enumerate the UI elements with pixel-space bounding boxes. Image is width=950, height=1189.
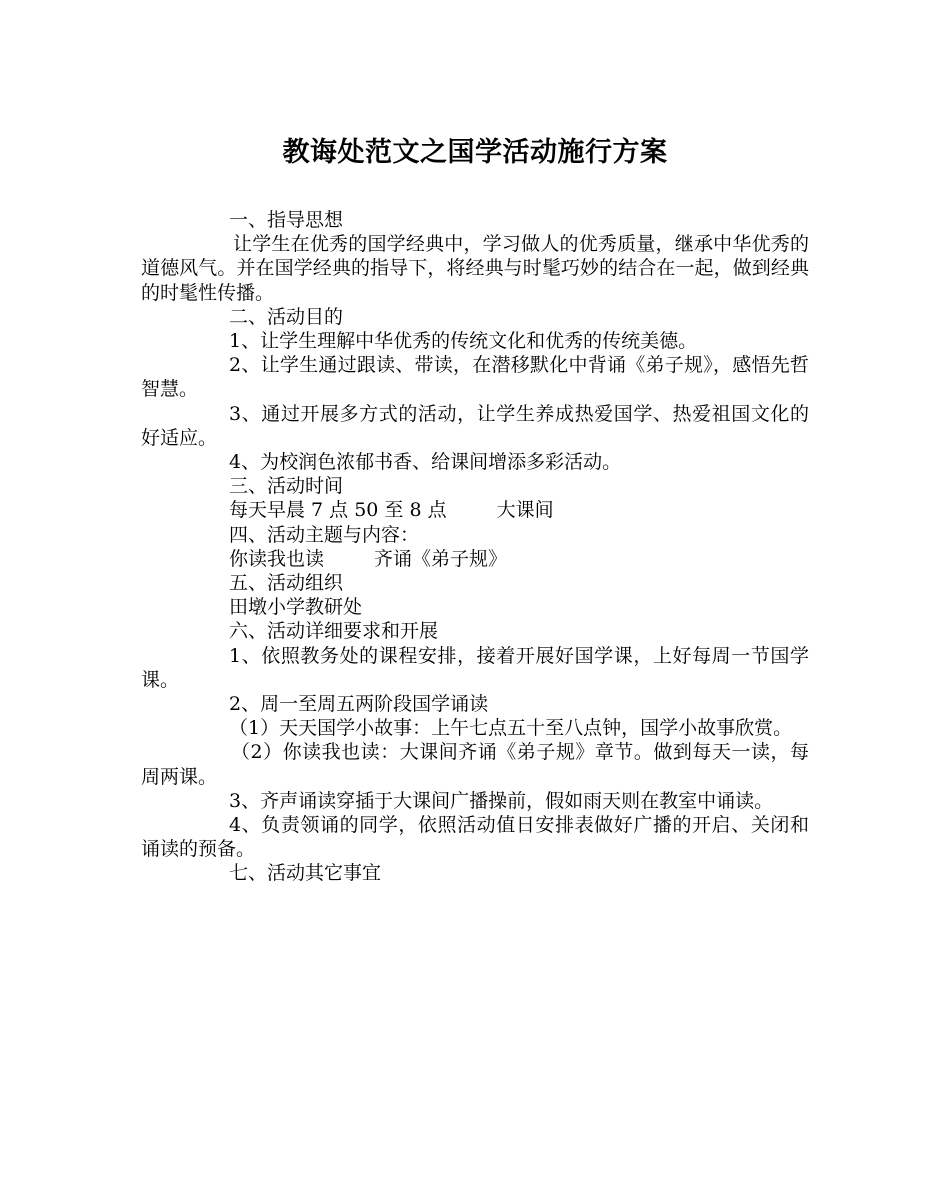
requirement-subitem-1: （1）天天国学小故事：上午七点五十至八点钟，国学小故事欣赏。 bbox=[229, 717, 793, 740]
theme-part-2: 齐诵《弟子规》 bbox=[374, 547, 508, 570]
requirement-item-2: 2、周一至周五两阶段国学诵读 bbox=[229, 693, 489, 716]
time-where: 大课间 bbox=[496, 499, 554, 522]
paragraph-guiding-ideology: 让学生在优秀的国学经典中，学习做人的优秀质量，继承中华优秀的道德风气。并在国学经典的指导下，将经典与时髦巧妙的结合在一起，做到经典的时髦性传播。 bbox=[141, 233, 809, 304]
theme-part-1: 你读我也读 bbox=[229, 547, 325, 570]
goal-item-4: 4、为校润色浓郁书香、给课间增添多彩活动。 bbox=[229, 451, 622, 474]
section-heading-theme: 四、活动主题与内容： bbox=[229, 523, 420, 546]
goal-item-3: 3、通过开展多方式的活动，让学生养成热爱国学、热爱祖国文化的好适应。 bbox=[141, 402, 809, 449]
goal-item-2: 2、让学生通过跟读、带读，在潜移默化中背诵《弟子规》，感悟先哲智慧。 bbox=[141, 354, 809, 401]
theme-line bbox=[141, 547, 809, 571]
section-heading-other: 七、活动其它事宜 bbox=[229, 862, 382, 885]
section-heading-goals: 二、活动目的 bbox=[229, 305, 344, 328]
section-heading-requirements: 六、活动详细要求和开展 bbox=[229, 620, 439, 643]
section-heading-time: 三、活动时间 bbox=[229, 475, 344, 498]
organization-name: 田墩小学教研处 bbox=[229, 596, 363, 619]
time-when: 每天早晨 7 点 50 至 8 点 bbox=[229, 499, 447, 522]
section-heading-organization: 五、活动组织 bbox=[229, 572, 344, 595]
section-heading-guiding-ideology: 一、指导思想 bbox=[229, 209, 344, 231]
requirement-item-3: 3、齐声诵读穿插于大课间广播操前，假如雨天则在教室中诵读。 bbox=[229, 789, 774, 812]
document-body bbox=[141, 208, 809, 886]
document-title: 教诲处范文之国学活动施行方案 bbox=[282, 137, 668, 168]
goal-item-1: 1、让学生理解中华优秀的传统文化和优秀的传统美德。 bbox=[229, 330, 698, 353]
requirement-item-1: 1、依照教务处的课程安排，接着开展好国学课，上好每周一节国学课。 bbox=[141, 644, 809, 691]
time-line bbox=[141, 498, 809, 522]
requirement-item-4: 4、负责领诵的同学，依照活动值日安排表做好广播的开启、关闭和诵读的预备。 bbox=[141, 814, 809, 861]
requirement-subitem-2: （2）你读我也读：大课间齐诵《弟子规》章节。做到每天一读，每周两课。 bbox=[141, 741, 809, 788]
